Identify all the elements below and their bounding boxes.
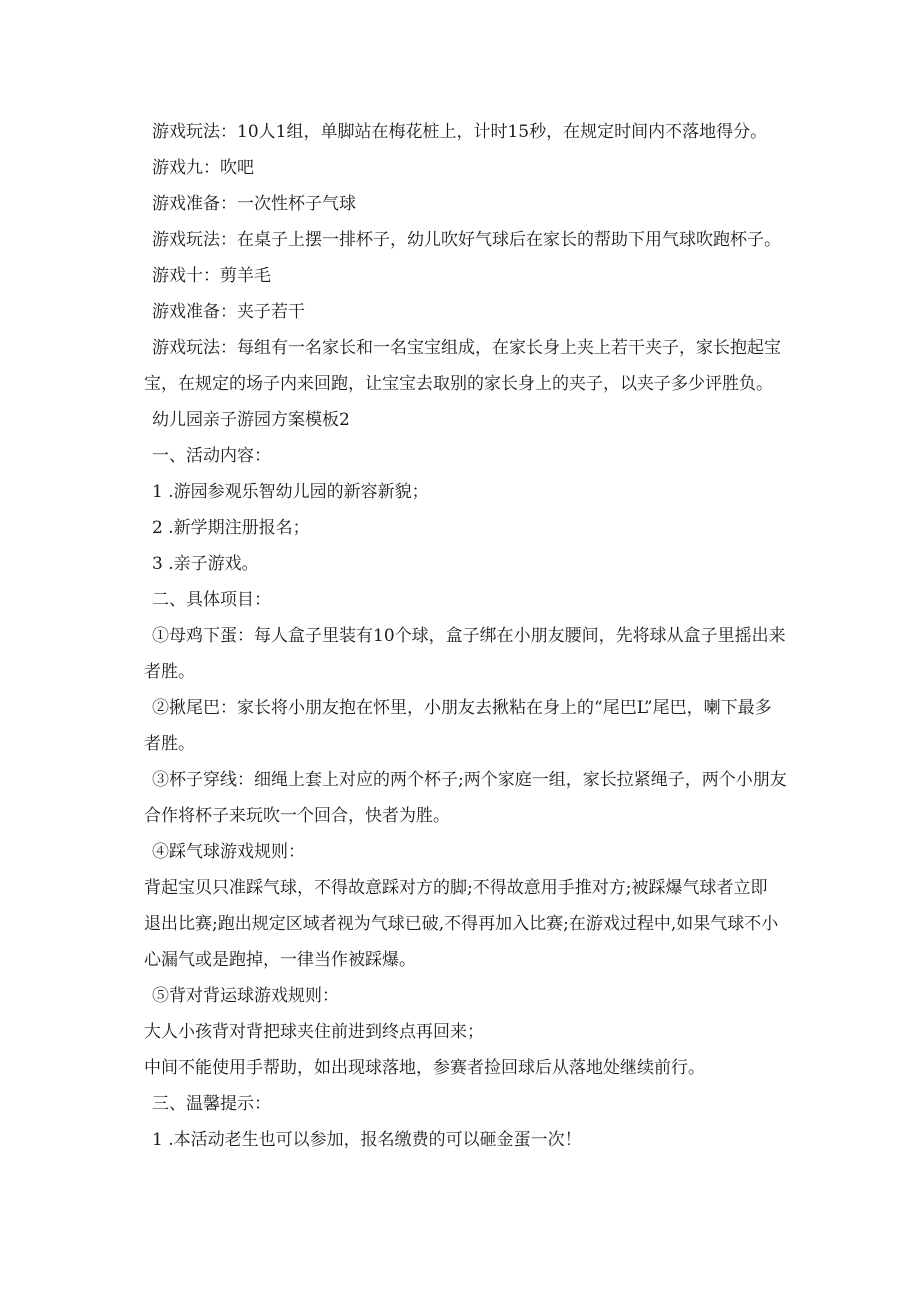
list-item-1: 1 .游园参观乐智幼儿园的新容新貌；: [152, 482, 429, 502]
paragraph-game-9-prep: 游戏准备：一次性杯子气球: [152, 194, 356, 214]
section-title-template-2: 幼儿园亲子游园方案模板2: [152, 410, 350, 430]
document-body: [144, 114, 788, 1158]
paragraph-line: 退出比赛;跑出规定区域者视为气球已破,不得再加入比赛;在游戏过程中,如果气球不小: [144, 914, 779, 934]
paragraph-balloon-stomp-rules: [144, 870, 788, 978]
heading-back-to-back-rules: ⑤背对背运球游戏规则：: [152, 986, 339, 1006]
paragraph-game-9-rules: 游戏玩法：在桌子上摆一排杯子，幼儿吹好气球后在家长的帮助下用气球吹跑杯子。: [152, 230, 781, 250]
paragraph-game-rules-8: 游戏玩法：10人1组，单脚站在梅花桩上，计时15秒，在规定时间内不落地得分。: [152, 122, 768, 142]
paragraph-line: 合作将杯子来玩吹一个回合，快者为胜。: [144, 806, 450, 826]
paragraph-back-to-back-rule-1: 大人小孩背对背把球夹住前进到终点再回来；: [144, 1022, 484, 1042]
list-item-3: 3 .亲子游戏。: [152, 554, 259, 574]
paragraph-line: 者胜。: [144, 734, 195, 754]
list-item-tip-1: 1 .本活动老生也可以参加，报名缴费的可以砸金蛋一次！: [152, 1130, 582, 1150]
heading-specific-items: 二、具体项目：: [152, 590, 271, 610]
paragraph-line: ③杯子穿线：细绳上套上对应的两个杯子;两个家庭一组，家长拉紧绳子，两个小朋友: [152, 770, 787, 790]
paragraph-line: 游戏玩法：每组有一名家长和一名宝宝组成，在家长身上夹上若干夹子，家长抱起宝: [152, 338, 781, 358]
paragraph-line: ②揪尾巴：家长将小朋友抱在怀里，小朋友去揪粘在身上的“尾巴L”尾巴，喇下最多: [152, 698, 772, 718]
paragraph-item-pull-tail: [144, 690, 788, 762]
paragraph-line: 者胜。: [144, 662, 195, 682]
paragraph-item-hen-lays-egg: [144, 618, 788, 690]
paragraph-line: 心漏气或是跑掉，一律当作被踩爆。: [144, 950, 416, 970]
paragraph-line: 背起宝贝只准踩气球，不得故意踩对方的脚;不得故意用手推对方;被踩爆气球者立即: [144, 878, 768, 898]
paragraph-line: ①母鸡下蛋：每人盒子里装有10个球，盒子绑在小朋友腰间，先将球从盒子里摇出来: [152, 626, 786, 646]
paragraph-line: 宝，在规定的场子内来回跑，让宝宝去取别的家长身上的夹子，以夹子多少评胜负。: [144, 374, 773, 394]
heading-balloon-stomp-rules: ④踩气球游戏规则：: [152, 842, 305, 862]
heading-game-10: 游戏十：剪羊毛: [152, 266, 271, 286]
heading-activity-content: 一、活动内容：: [152, 446, 271, 466]
heading-warm-tips: 三、温馨提示：: [152, 1094, 271, 1114]
paragraph-back-to-back-rule-2: 中间不能使用手帮助，如出现球落地，参赛者捡回球后从落地处继续前行。: [144, 1058, 705, 1078]
paragraph-item-cup-threading: [144, 762, 788, 834]
heading-game-9: 游戏九：吹吧: [152, 158, 254, 178]
list-item-2: 2 .新学期注册报名；: [152, 518, 310, 538]
paragraph-game-10-rules: [144, 330, 788, 402]
paragraph-game-10-prep: 游戏准备：夹子若干: [152, 302, 305, 322]
